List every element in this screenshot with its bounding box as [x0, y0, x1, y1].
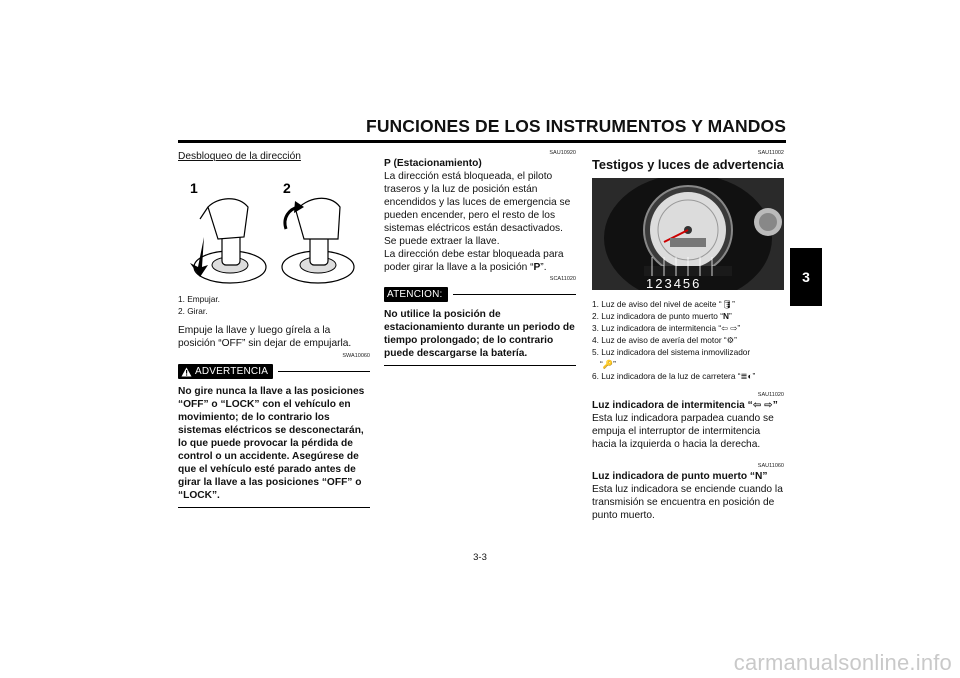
- warning-text: No gire nunca la llave a las posiciones “OFF” o “LOCK” con el vehículo en movimiento; de lo contrario los sistemas eléctricos se desconectarán, lo que puede provocar la pérdida de control o un accidente. Asegúrese de que el vehículo esté parado antes de girar la llave a las posiciones “OFF” o “LOCK”.: [178, 386, 365, 501]
- neutral-indicator-body: Esta luz indicadora se enciende cuando la transmisión se encuentra en posición de punto muerto.: [592, 484, 783, 521]
- page-title: FUNCIONES DE LOS INSTRUMENTOS Y MANDOS: [366, 116, 786, 136]
- turn-signal-heading-icon: ⇦ ⇨: [752, 400, 773, 411]
- warning-rule: [278, 371, 370, 372]
- parking-p-icon-inline: P: [533, 262, 541, 273]
- oil-can-icon: 🛢: [721, 299, 733, 309]
- key-icon: 🔑: [602, 359, 614, 369]
- warning-end-rule: [178, 507, 370, 508]
- watermark: carmanualsonline.info: [733, 650, 952, 675]
- column-steering-unlock: [178, 150, 370, 508]
- legend-immobilizer-icon-row: “🔑”: [600, 359, 616, 369]
- legend-immobilizer: 5. Luz indicadora del sistema inmovilizador: [592, 347, 751, 357]
- page-number: 3-3: [473, 552, 487, 563]
- caution-text: No utilice la posición de estacionamiento durante un periodo de tiempo prolongado; de lo contrario puede descargarse la batería.: [384, 309, 575, 359]
- column-parking: [384, 150, 576, 366]
- legend-oil: 1. Luz de aviso del nivel de aceite “🛢”: [592, 299, 735, 309]
- legend-neutral: 2. Luz indicadora de punto muerto “N”: [592, 311, 732, 321]
- title-rule: [178, 140, 786, 143]
- parking-heading-text: (Estacionamiento): [393, 158, 482, 169]
- legend-item-push: 1. Empujar.: [178, 294, 220, 304]
- engine-icon: ⚙: [726, 335, 735, 345]
- legend-engine: 4. Luz de aviso de avería del motor “⚙”: [592, 335, 737, 345]
- turn-indicator-body: Esta luz indicadora parpadea cuando se empuja el interruptor de intermitencia hacia la izquierda o hacia la derecha.: [592, 413, 774, 450]
- caution-header: [384, 287, 576, 302]
- warning-triangle-icon: [181, 367, 192, 377]
- section-code-3: SAU11060: [757, 463, 784, 469]
- chapter-tab: 3: [790, 248, 822, 306]
- legend-item-turn: 2. Girar.: [178, 306, 208, 316]
- instrument-cluster-photo: [592, 178, 784, 290]
- caution-code: SCA11020: [549, 276, 576, 282]
- section-code: SAU10920: [549, 150, 576, 156]
- column-indicators: [592, 150, 784, 522]
- parking-p-icon: P: [384, 158, 391, 169]
- key-push-turn-illustration: [178, 167, 368, 289]
- warning-label: ADVERTENCIA: [195, 366, 269, 377]
- warning-badge: [178, 364, 273, 379]
- parking-body-2-end: ”.: [540, 262, 547, 273]
- section-code-2: SAU11020: [757, 392, 784, 398]
- neutral-indicator-heading: Luz indicadora de punto muerto “N”: [592, 471, 768, 482]
- figure-legend: [178, 293, 370, 317]
- caution-rule: [453, 294, 576, 295]
- cluster-callout-numbers: 123456: [646, 276, 702, 290]
- high-beam-icon: ≣◐: [740, 371, 753, 381]
- parking-heading: [384, 157, 576, 170]
- neutral-n-icon: N: [723, 311, 729, 321]
- neutral-heading-icon: N: [755, 471, 763, 482]
- indicators-heading: Testigos y luces de advertencia: [592, 157, 784, 172]
- fig-label-1: 1: [190, 180, 198, 196]
- turn-signal-icon: ⇦ ⇨: [721, 323, 738, 333]
- parking-body-2: [384, 248, 576, 274]
- legend-turn: 3. Luz indicadora de intermitencia “⇦ ⇨”: [592, 323, 741, 333]
- caution-end-rule: [384, 365, 576, 366]
- parking-body: La dirección está bloqueada, el piloto traseros y la luz de posición están encendidos y las luces de emergencia se pueden encender, pero el resto de los sistemas eléctricos están desactivados. Se puede extraer la llave.: [384, 171, 571, 247]
- section-code-1: SAU11002: [757, 150, 784, 156]
- legend-high-beam: 6. Luz indicadora de la luz de carretera “≣◐”: [592, 371, 756, 381]
- fig-label-2: 2: [283, 180, 291, 196]
- turn-indicator-heading: Luz indicadora de intermitencia “⇦ ⇨”: [592, 400, 778, 411]
- caution-badge: ATENCION:: [384, 287, 448, 302]
- subheading-steering-unlock: Desbloqueo de la dirección: [178, 151, 301, 162]
- warning-code: SWA10060: [342, 353, 370, 359]
- warning-header: [178, 364, 370, 379]
- indicator-legend: [592, 298, 784, 382]
- parking-body-2-text: La dirección debe estar bloqueada para poder girar la llave a la posición “: [384, 249, 564, 273]
- unlock-instructions: Empuje la llave y luego gírela a la posición “OFF” sin dejar de empujarla.: [178, 325, 352, 349]
